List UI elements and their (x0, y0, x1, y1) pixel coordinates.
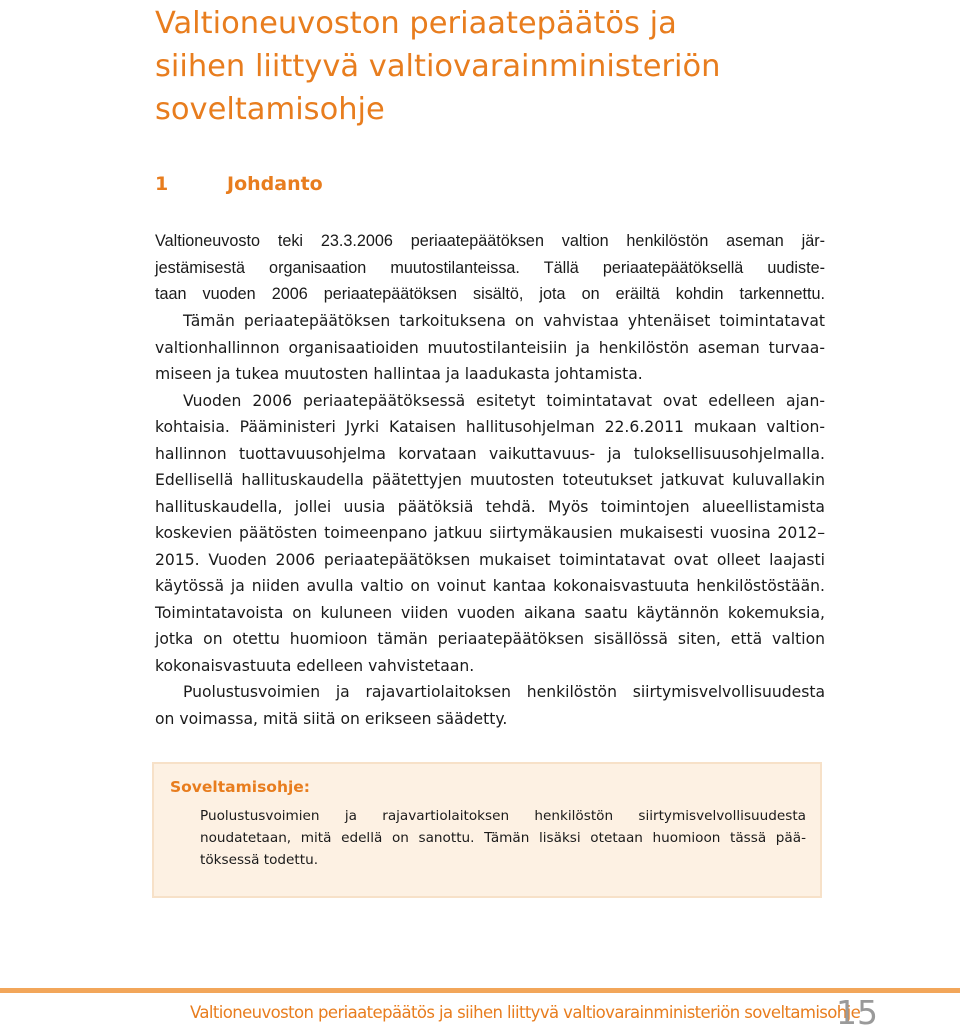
paragraph-line: hallinnon tuottavuusohjelma korvataan vaikuttavuus- ja tuloksellisuusohjelmalla. (155, 444, 825, 463)
paragraph-purpose (155, 308, 825, 388)
paragraph-line: kokonaisvastuuta edelleen vahvistetaan. (155, 656, 475, 675)
page-number: 15 (836, 993, 878, 1032)
document-title-line: soveltamisohje (155, 92, 385, 127)
footer-rule (0, 988, 960, 993)
section-title: Johdanto (227, 173, 323, 195)
paragraph-line: jestämisestä organisaation muutostilanteissa. Tällä periaatepäätöksellä uudiste- (155, 258, 825, 277)
paragraph-line: Valtioneuvosto teki 23.3.2006 periaatepäätöksen valtion henkilöstön aseman jär- (155, 232, 825, 250)
callout-title: Soveltamisohje: (170, 778, 311, 796)
section-number: 1 (155, 173, 169, 195)
paragraph-line: valtionhallinnon organisaatioiden muutostilanteisiin ja henkilöstön aseman turvaa- (155, 338, 825, 357)
footer-running-title: Valtioneuvoston periaatepäätös ja siihen liittyvä valtiovarainministeriön soveltamisohje (190, 1003, 861, 1022)
paragraph-line: miseen ja tukea muutosten hallintaa ja laadukasta johtamista. (155, 365, 643, 383)
paragraph-line: kohtaisia. Pääministeri Jyrki Kataisen hallitusohjelman 22.6.2011 mukaan valtion- (155, 418, 825, 436)
document-title-line: siihen liittyvä valtiovarainministeriön (155, 49, 721, 84)
paragraph-line: hallituskaudella, jollei uusia päätöksiä tehdä. Myös toimintojen alueellistamista (155, 497, 825, 516)
paragraph-defence-forces (155, 679, 825, 732)
paragraph-background (155, 388, 825, 680)
paragraph-line: on voimassa, mitä siitä on erikseen säädetty. (155, 709, 508, 728)
paragraph-line: 2015. Vuoden 2006 periaatepäätöksen mukaiset toimintatavat ovat olleet laajasti (155, 550, 825, 569)
document-title-line: Valtioneuvoston periaatepäätös ja (155, 6, 677, 41)
callout-line: töksessä todettu. (200, 852, 319, 868)
body-text-block (155, 308, 825, 732)
body-text-block (155, 228, 825, 308)
paragraph-line: Vuoden 2006 periaatepäätöksessä esitetyt toimintatavat ovat edelleen ajan- (183, 391, 825, 410)
paragraph-line: koskevien päätösten toimeenpano jatkuu siirtymäkausien mukaisesti vuosina 2012– (155, 524, 825, 542)
paragraph-intro (155, 228, 825, 308)
paragraph-line: Edellisellä hallituskaudella päätettyjen muutosten toteutukset jatkuvat kuluvallakin (155, 471, 825, 489)
callout-line: noudatetaan, mitä edellä on sanottu. Tämän lisäksi otetaan huomioon tässä pää- (200, 830, 806, 846)
paragraph-line: jotka on otettu huomioon tämän periaatepäätöksen sisällössä siten, että valtion (155, 630, 825, 648)
paragraph-line: Tämän periaatepäätöksen tarkoituksena on vahvistaa yhtenäiset toimintatavat (183, 312, 825, 330)
document-title (155, 2, 915, 131)
paragraph-line: Puolustusvoimien ja rajavartiolaitoksen henkilöstön siirtymisvelvollisuudesta (183, 683, 825, 701)
paragraph-line: Toimintatavoista on kuluneen viiden vuoden aikana saatu käytännön kokemuksia, (155, 603, 825, 622)
application-guidance-box (152, 762, 822, 898)
section-heading (155, 170, 323, 198)
paragraph-line: taan vuoden 2006 periaatepäätöksen sisältö, jota on eräiltä kohdin tarkennettu. (155, 285, 825, 303)
callout-line: Puolustusvoimien ja rajavartiolaitoksen henkilöstön siirtymisvelvollisuudesta (200, 808, 806, 824)
paragraph-line: käytössä ja niiden avulla valtio on voinut kantaa kokonaisvastuuta henkilöstöstään. (155, 577, 825, 595)
callout-body (200, 805, 806, 871)
